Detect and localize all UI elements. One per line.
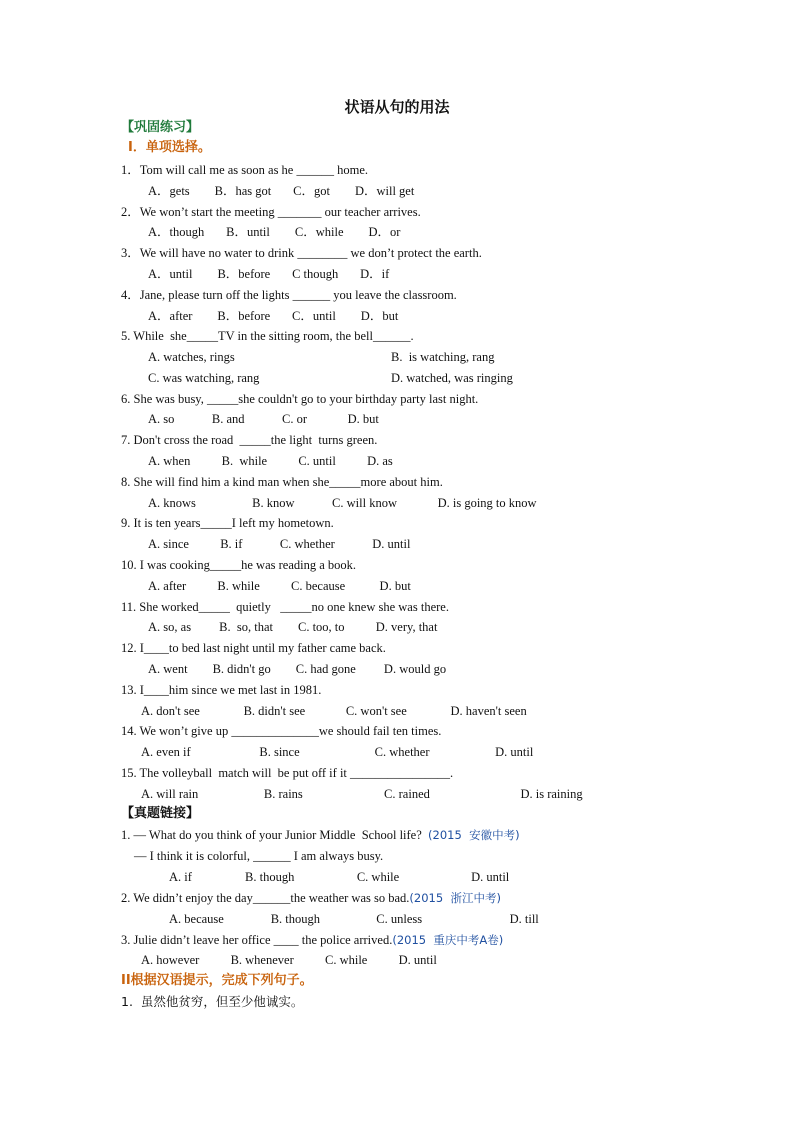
question-line: 2．We won’t start the meeting _______ our teacher arrives. [121,205,421,219]
question-line: C. was watching, rang [148,371,260,385]
question-line: A. because B. though C. unless D. till [169,912,539,926]
question-line: A. don't see B. didn't see C. won't see D. haven't seen [141,704,527,718]
question-line: 14. We won’t give up ______________we should fail ten times. [121,724,442,738]
question-line: 1．Tom will call me as soon as he ______ home. [121,163,369,177]
question-line: A．after B．before C．until D．but [148,309,399,323]
question-line: A. after B. while C. because D. but [148,579,411,593]
question-line: A. since B. if C. whether D. until [148,537,411,551]
question-line: A. when B. while C. until D. as [148,454,393,468]
question-line: A．gets B．has got C．got D．will get [148,184,415,198]
question-line: 12. I____to bed last night until my father came back. [121,641,386,655]
question-line: A. so B. and C. or D. but [148,412,379,426]
question-line: — I think it is colorful, ______ I am always busy. [134,849,384,863]
section-real-exam-heading: 【真题链接】 [121,806,200,821]
question-line: A. so, as B. so, that C. too, to D. very, that [148,620,438,634]
question-line: A. however B. whenever C. while D. until [141,953,437,967]
exam-source-label: (2015 浙江中考) [409,891,501,905]
question-line: A．though B．until C．while D．or [148,225,401,239]
question-line: 9. It is ten years_____I left my hometown. [121,516,334,530]
question-line: A. knows B. know C. will know D. is going to know [148,496,537,510]
exam-question-line [121,827,520,843]
question-line: A. even if B. since C. whether D. until [141,745,534,759]
question-line: A. watches, rings [148,350,235,364]
section-single-choice-heading: I．单项选择。 [128,140,211,155]
question-line: A. if B. though C. while D. until [169,870,510,884]
exam-question-text: 2. We didn’t enjoy the day______the weather was so bad. [121,891,410,905]
question-line: 11. She worked_____ quietly _____no one knew she was there. [121,600,449,614]
question-line: A．until B．before C though D．if [148,267,390,281]
exam-question-line [121,890,501,906]
exam-source-label: (2015 安徽中考) [428,828,520,842]
question-line: 3．We will have no water to drink ________ we don’t protect the earth. [121,246,482,260]
question-line: 6. She was busy, _____she couldn't go to your birthday party last night. [121,392,479,406]
exam-question-text: 3. Julie didn’t leave her office ____ the police arrived. [121,933,393,947]
section-review-heading: 【巩固练习】 [121,120,200,135]
section-translate-heading: II根据汉语提示，完成下列句子。 [121,973,313,988]
page-title: 状语从句的用法 [344,98,450,116]
question-line: A. went B. didn't go C. had gone D. would go [148,662,447,676]
exam-question-text: 1. — What do you think of your Junior Middle School life? [121,828,429,842]
question-line: 15. The volleyball match will be put off if it ________________. [121,766,454,780]
question-line: 4．Jane, please turn off the lights ______ you leave the classroom. [121,288,457,302]
question-line: D. watched, was ringing [391,371,513,385]
question-line: 8. She will find him a kind man when she_____more about him. [121,475,443,489]
question-line: 13. I____him since we met last in 1981. [121,683,322,697]
question-line: B. is watching, rang [391,350,495,364]
question-line: 7. Don't cross the road _____the light turns green. [121,433,378,447]
question-line: A. will rain B. rains C. rained D. is raining [141,787,583,801]
translate-item: 1. 虽然他贫穷，但至少他诚实。 [121,994,304,1009]
exam-question-line [121,932,503,948]
exam-source-label: (2015 重庆中考A卷) [392,933,504,947]
question-line: 5. While she_____TV in the sitting room, the bell______. [121,329,414,343]
question-line: 10. I was cooking_____he was reading a book. [121,558,357,572]
